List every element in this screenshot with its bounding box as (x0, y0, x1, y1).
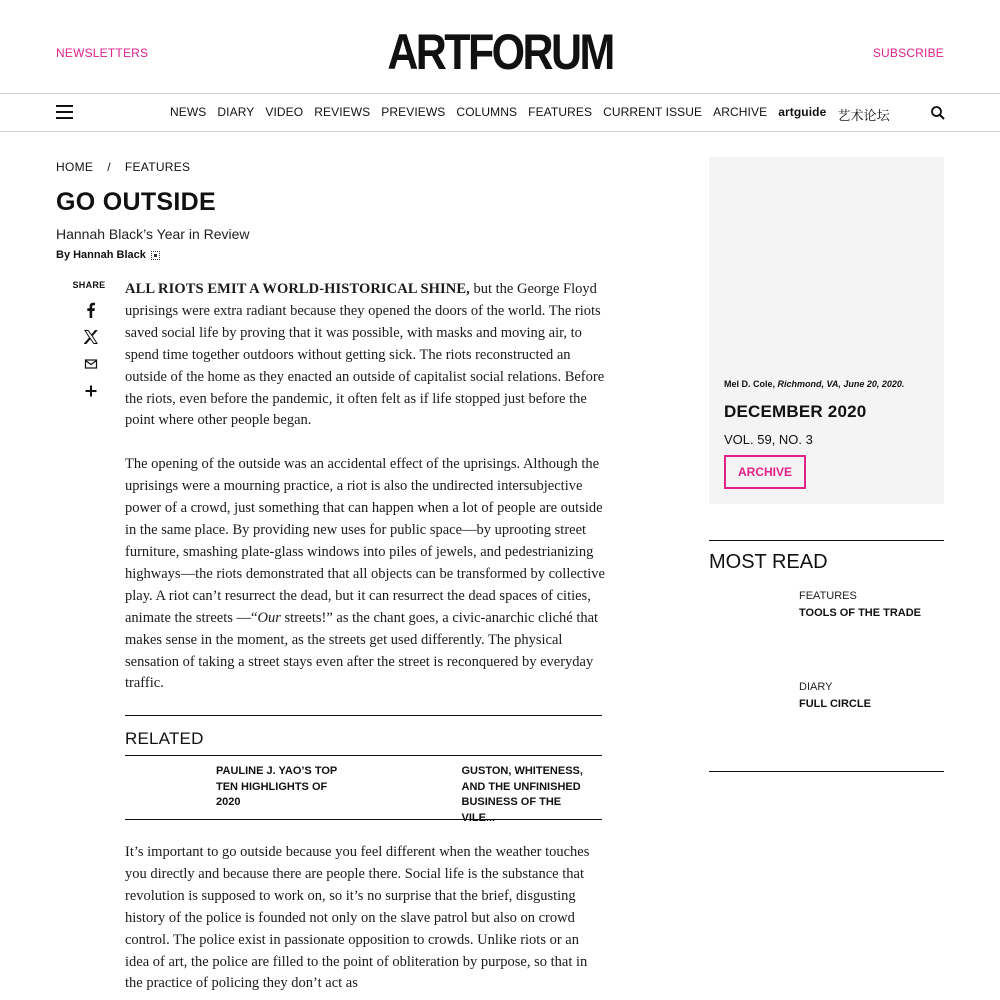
related-item[interactable] (125, 756, 364, 819)
article-body (125, 279, 605, 717)
related-item-title[interactable]: PAULINE J. YAO’S TOP TEN HIGHLIGHTS OF 2020 (216, 765, 338, 808)
article-body-continued (125, 842, 605, 995)
related-section (125, 715, 602, 824)
paragraph-2 (125, 454, 605, 695)
breadcrumb (56, 160, 190, 174)
paragraph-1 (125, 279, 605, 432)
hamburger-icon[interactable] (56, 105, 73, 119)
most-read-section (709, 540, 944, 756)
email-icon[interactable] (84, 356, 98, 372)
facebook-icon[interactable] (84, 302, 98, 318)
most-read-item[interactable] (709, 665, 944, 756)
main-nav (0, 94, 1000, 132)
paragraph-2-text-b: streets!” as the chant goes, a civic-anarchic cliché that makes sense in the moment, as the streets get used differently. The physical sensation of taking a street stays even after the street is reconquered by everyday traffic. (125, 609, 599, 692)
most-read-item[interactable] (709, 574, 944, 665)
nav-news[interactable]: NEWS (170, 105, 207, 119)
page-title: GO OUTSIDE (56, 188, 216, 216)
paragraph-3: It’s important to go outside because you feel different when the weather touches you directly and because there are people there. Social life is the substance that revolution is supposed to work on, so it’s no surprise that the brief, disgusting history of the police is founded not only on the slave patrol but also on crowd control. The police exist in passionate opposition to crowds. Unlike riots or an idea of art, the police are filled to the point of obliteration by purpose, so that in the practice of policing they don’t act as (125, 844, 590, 992)
byline (56, 249, 160, 261)
newsletters-link[interactable]: NEWSLETTERS (56, 46, 149, 60)
search-icon[interactable] (930, 105, 946, 121)
nav-archive[interactable]: ARCHIVE (713, 105, 768, 119)
nav-items (170, 105, 901, 124)
caption-title: Richmond, VA, June 20, 2020. (777, 379, 905, 389)
issue-date[interactable]: DECEMBER 2020 (724, 402, 867, 421)
nav-features[interactable]: FEATURES (528, 105, 593, 119)
issue-volume: VOL. 59, NO. 3 (724, 432, 813, 447)
related-item[interactable] (364, 756, 603, 824)
lead-in: ALL RIOTS EMIT A WORLD-HISTORICAL SHINE, (125, 281, 470, 297)
top-header (0, 0, 1000, 94)
paragraph-1-text: but the George Floyd uprisings were extra radiant because they opened the doors of the world. The riots saved social life by proving that it was possible, with masks and moving air, to spend time together outdoors without getting sick. The riots reconstructed an outside of the home as they enacted an outside of capitalist social relations. Before the riots, even before the pandemic, it often felt as if life stopped just before the point where other people began. (125, 281, 605, 429)
archive-button[interactable]: ARCHIVE (724, 455, 806, 489)
nav-diary[interactable]: DIARY (217, 105, 255, 119)
nav-columns[interactable]: COLUMNS (456, 105, 518, 119)
image-caption (724, 379, 904, 389)
breadcrumb-separator: / (107, 160, 111, 174)
most-read-category[interactable]: FEATURES (799, 590, 857, 602)
paragraph-2-emphasis: Our (257, 609, 281, 626)
nav-current-issue[interactable]: CURRENT ISSUE (603, 105, 703, 119)
nav-video[interactable]: VIDEO (265, 105, 304, 119)
most-read-category[interactable]: DIARY (799, 681, 833, 693)
most-read-title: MOST READ (709, 551, 828, 573)
related-item-title[interactable]: GUSTON, WHITENESS, AND THE UNFINISHED BUSINESS OF THE VILE... (461, 765, 583, 824)
nav-previews[interactable]: PREVIEWS (381, 105, 446, 119)
most-read-item-title[interactable]: FULL CIRCLE (799, 698, 871, 710)
author-link[interactable]: By Hannah Black (56, 249, 146, 261)
caption-credit: Mel D. Cole, (724, 379, 778, 389)
share-bar (72, 280, 109, 410)
most-read-item-title[interactable]: TOOLS OF THE TRADE (799, 607, 922, 619)
x-icon[interactable] (84, 329, 98, 345)
related-title: RELATED (125, 716, 602, 756)
breadcrumb-home[interactable]: HOME (56, 160, 94, 174)
subscribe-link[interactable]: SUBSCRIBE (872, 46, 944, 60)
most-read-divider (709, 771, 944, 772)
breadcrumb-features[interactable]: FEATURES (124, 160, 191, 174)
nav-chinese[interactable]: 艺术论坛 (837, 109, 890, 124)
paragraph-2-text-a: The opening of the outside was an accidental effect of the uprisings. Although the uprisings were a mourning practice, a riot is also the undirected intersubjective power of a crowd, just something that can happen when a lot of people are outside in the same place. By providing new uses for public space—by uprooting street furniture, smashing plate-glass windows into piles of jewels, and pedestrianizing highways—the riots demonstrated that all objects can be transformed by collective play. A riot can’t resurrect the dead, but it can resurrect the dead spaces of cities, animate the streets —“ (125, 456, 605, 626)
share-label: SHARE (72, 280, 106, 290)
artforum-logo[interactable]: ARTFORUM (387, 24, 613, 80)
article-subtitle: Hannah Black’s Year in Review (56, 226, 250, 242)
related-items (125, 756, 602, 824)
nav-artguide[interactable]: artguide (778, 105, 827, 119)
current-issue-box (709, 157, 944, 504)
nav-reviews[interactable]: REVIEWS (314, 105, 371, 119)
plus-icon[interactable] (84, 383, 98, 399)
author-badge-icon (151, 251, 160, 260)
